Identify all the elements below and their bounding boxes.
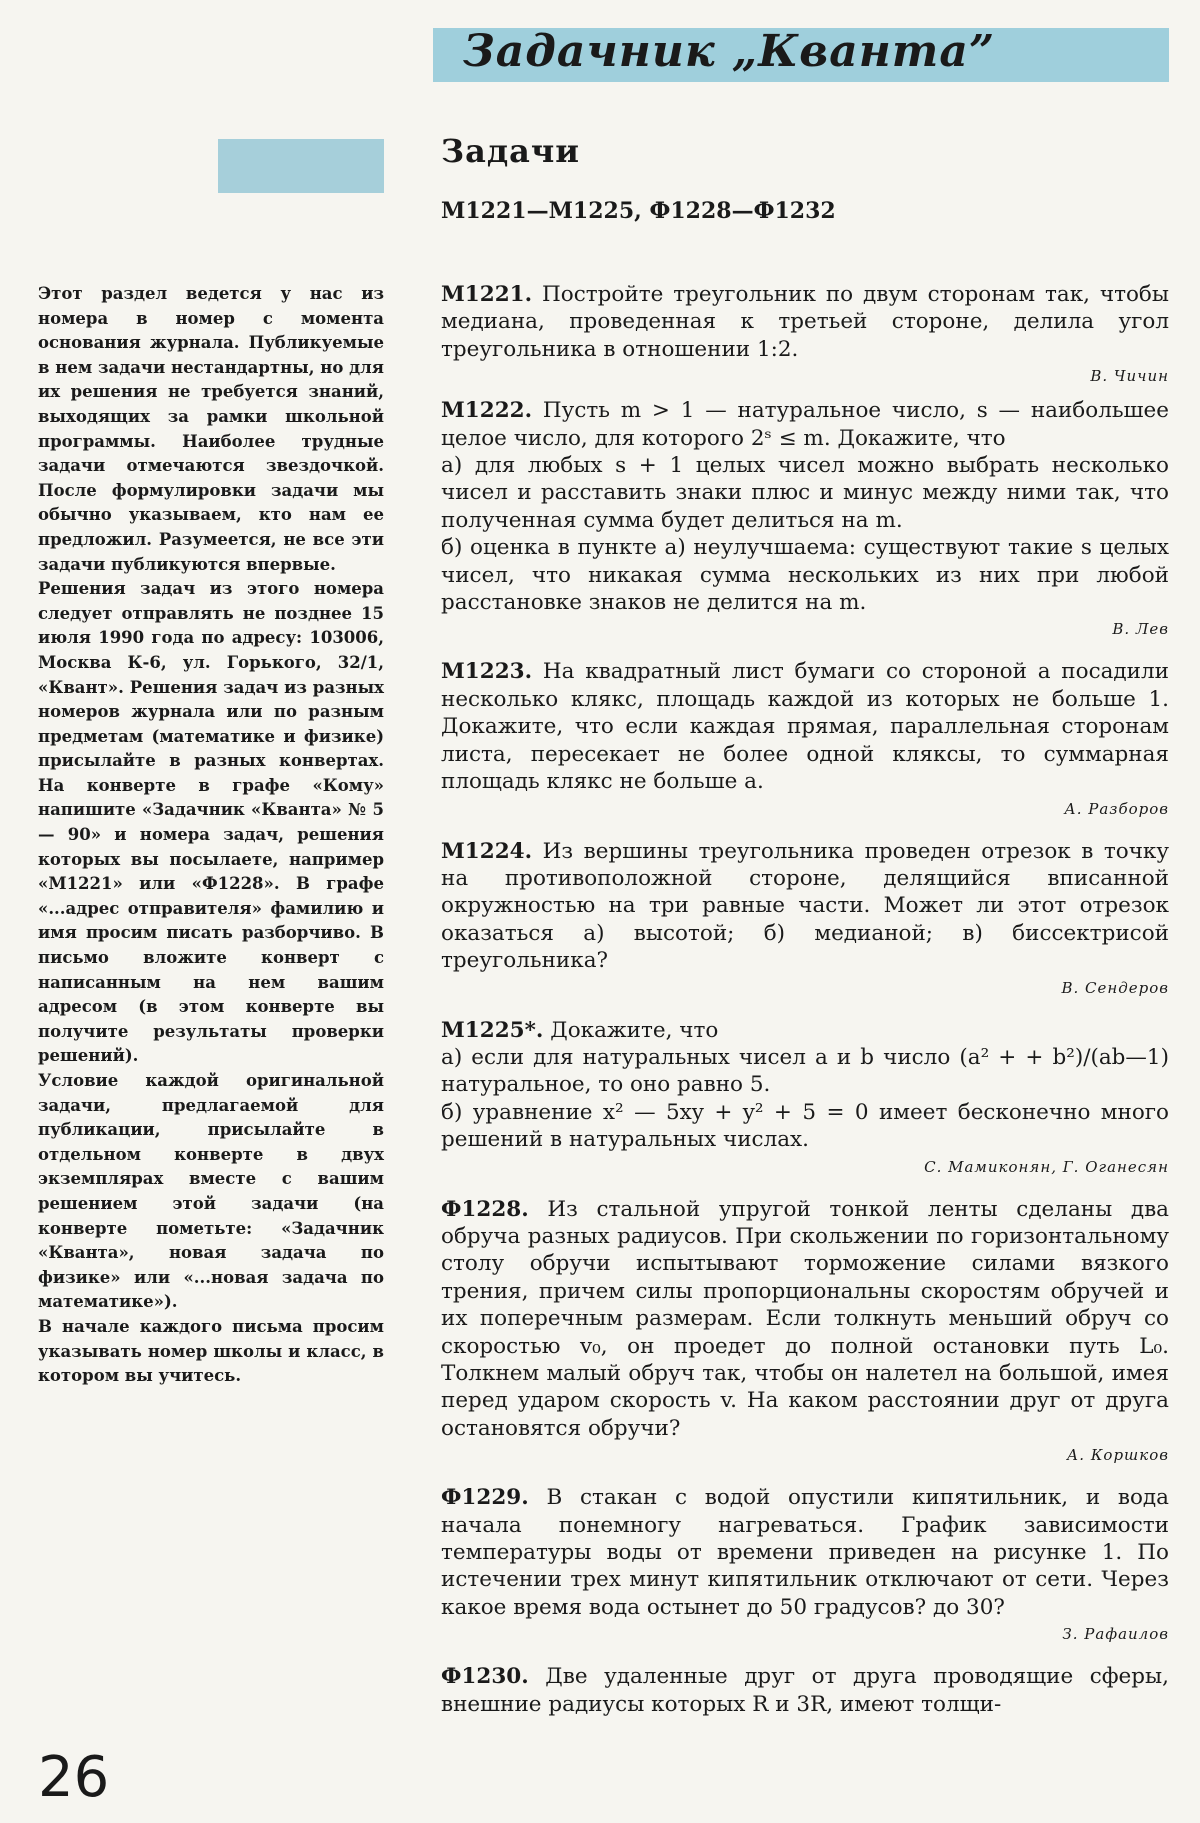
problem-text [441,658,1169,795]
problem-f1228 [441,1196,1169,1467]
page-number: 26 [38,1745,110,1810]
problem-m1224 [441,838,1169,999]
problem-author: В. Сендеров [1061,978,1169,997]
problem-text [441,397,1169,452]
problem-line: Докажите, что [550,1017,719,1043]
problem-line: На квадратный лист бумаги со стороной a посадили несколько клякс, площадь каждой из которых не больше 1. Докажите, что если каждая прямая, параллельная сторонам листа, пересекает не более одной кляксы, то суммарная площадь клякс не больше a. [441,659,1169,795]
problem-m1222 [441,397,1169,640]
sidebar-paragraph: Условие каждой оригинальной задачи, предлагаемой для публикации, присылайте в отдельном конверте в двух экземплярах вместе с вашим решением этой задачи (на конверте пометьте: «Задачник «Кванта», новая задача по физике» или «...новая задача по математике»). [38,1071,384,1312]
problem-text [441,1017,1169,1044]
problem-text [441,1196,1169,1443]
problem-line: В стакан с водой опустили кипятильник, и вода начала понемногу нагреваться. График зависимости температуры воды от времени приведен на рисунке 1. По истечении трех минут кипятильник отключают от сети. Через какое время вода остынет до 50 градусов? до 30? [441,1485,1169,1620]
problem-range: М1221—М1225, Ф1228—Ф1232 [441,198,836,224]
problem-author: С. Мамиконян, Г. Оганесян [924,1157,1169,1176]
problem-line: Из вершины треугольника проведен отрезок в точку на противоположной стороне, делящийся вписанной окружностью на три равные части. Может ли этот отрезок оказаться а) высотой; б) медианой; в) биссектрисой треугольника? [441,838,1169,974]
problem-line: Две удаленные друг от друга проводящие сферы, внешние радиусы которых R и 3R, имеют толщи- [441,1664,1169,1717]
problem-f1229 [441,1484,1169,1645]
problem-id: М1222. [441,398,533,424]
problem-author: А. Коршков [1066,1446,1169,1465]
problem-m1225 [441,1017,1169,1178]
problem-id: М1221. [441,282,533,307]
problem-f1230 [441,1663,1169,1718]
header-banner [433,28,1169,82]
problem-author: В. Лев [1112,620,1169,639]
problem-line: б) оценка в пункте а) неулучшаема: существуют такие s целых чисел, что никакая сумма нескольких из них при любой расстановке знаков не делится на m. [441,535,1169,616]
problem-text [441,281,1169,363]
problem-id: Ф1229. [441,1485,529,1511]
sidebar-paragraph: Решения задач из этого номера следует отправлять не позднее 15 июля 1990 года по адресу: 103006, Москва К-6, ул. Горького, 32/1, «Квант». Решения задач из разных номеров журнала или по разным предметам (математике и физике) присылайте в разных конвертах. На конверте в графе «Кому» напишите «Задачник «Кванта» № 5 — 90» и номера задач, решения которых вы посылаете, например «М1221» или «Ф1228». В графе «...адрес отправителя» фамилию и имя просим писать разборчиво. В письмо вложите конверт с написанным на нем вашим адресом (в этом конверте вы получите результаты проверки решений). [38,579,384,1066]
problem-author: З. Рафаилов [1062,1625,1169,1644]
problem-line: а) если для натуральных чисел a и b число (a² + + b²)/(ab—1) натуральное, то оно равно 5. [441,1044,1169,1098]
problem-author: В. Чичин [1090,367,1169,386]
problem-id: М1225*. [441,1017,544,1043]
problem-m1221 [441,281,1169,387]
problems-list [441,281,1169,1728]
problem-text [441,1663,1169,1718]
sidebar-info [38,282,384,1389]
problem-line: а) для любых s + 1 целых чисел можно выбрать несколько чисел и расставить знаки плюс и минус между ними так, что полученная сумма будет делиться на m. [441,453,1169,533]
page-title: Задачи [441,132,581,170]
problem-id: Ф1228. [441,1196,529,1222]
problem-id: М1223. [441,659,533,685]
sidebar-paragraph: Этот раздел ведется у нас из номера в номер с момента основания журнала. Публикуемые в нем задачи нестандартны, но для их решения не требуется знаний, выходящих за рамки школьной программы. Наиболее трудные задачи отмечаются звездочкой. После формулировки задачи мы обычно указываем, кто нам ее предложил. Разумеется, не все эти задачи публикуются впервые. [38,284,384,574]
problem-author: А. Разборов [1064,799,1169,818]
problem-id: Ф1230. [441,1664,529,1690]
problem-line: б) уравнение x² — 5xy + y² + 5 = 0 имеет бесконечно много решений в натуральных числах. [441,1099,1169,1153]
problem-line: Из стальной упругой тонкой ленты сделаны два обруча разных радиусов. При скольжении по горизонтальному столу обручи испытывают торможение силами вязкого трения, причем силы пропорциональны скоростям обручей и их поперечным размерам. Если толкнуть меньший обруч со скоростью v₀, он проедет до полной остановки путь L₀. Толкнем малый обруч так, чтобы он налетел на большой, имея перед ударом скорость v. На каком расстоянии друг от друга остановятся обручи? [441,1196,1169,1441]
problem-m1223 [441,658,1169,819]
sidebar-paragraph: В начале каждого письма просим указывать номер школы и класс, в котором вы учитесь. [38,1316,384,1386]
banner-script-title: Задачник „Кванта” [463,26,996,77]
problem-text [441,1484,1169,1621]
problem-line: Пусть m > 1 — натуральное число, s — наибольшее целое число, для которого 2ˢ ≤ m. Докажите, что [441,398,1169,451]
sidebar-decoration-box [218,139,384,193]
problem-text [441,838,1169,975]
problem-line: Постройте треугольник по двум сторонам так, чтобы медиана, проведенная к третьей стороне, делила угол треугольника в отношении 1:2. [441,282,1169,362]
problem-id: М1224. [441,838,533,864]
